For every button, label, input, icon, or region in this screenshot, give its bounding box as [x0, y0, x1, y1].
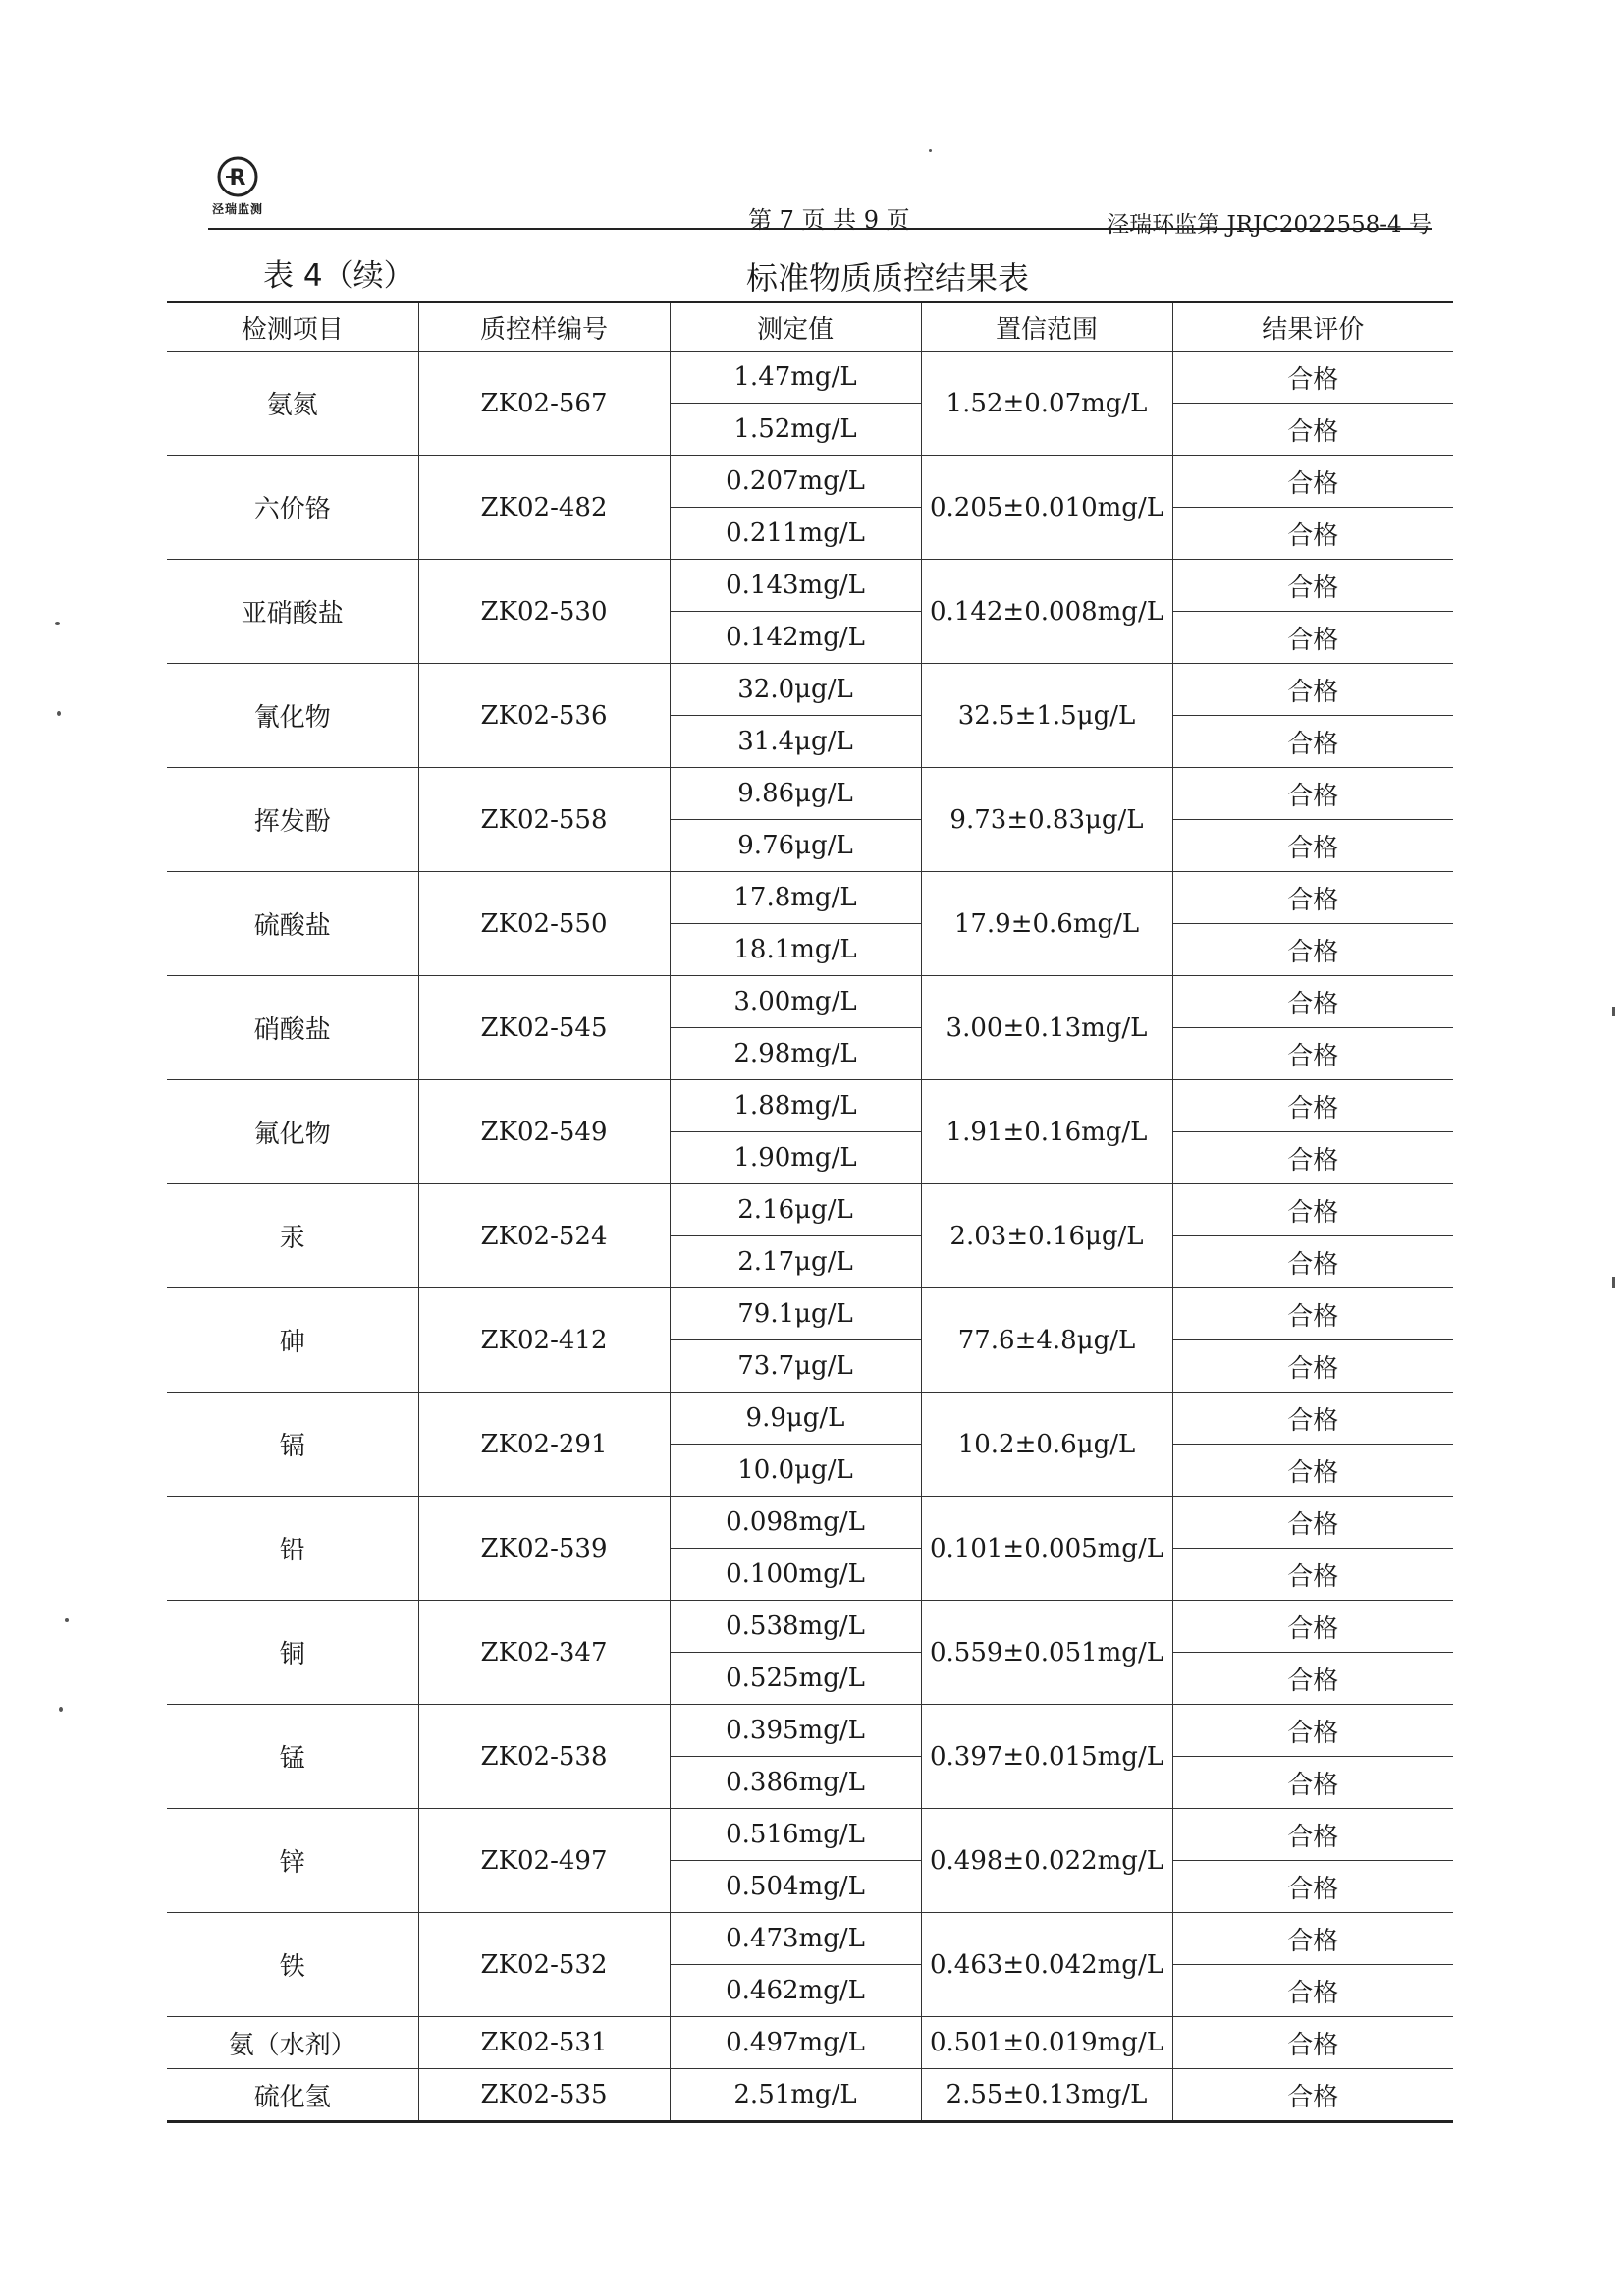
column-header: 质控样编号: [418, 302, 670, 352]
measured-value-cell: 0.143mg/L: [670, 560, 921, 612]
test-item-cell: 挥发酚: [167, 768, 418, 872]
column-header: 测定值: [670, 302, 921, 352]
sample-code-cell: ZK02-538: [418, 1705, 670, 1809]
confidence-range-cell: 1.52±0.07mg/L: [921, 352, 1172, 456]
measured-value-cell: 9.86μg/L: [670, 768, 921, 820]
svg-text:R: R: [229, 166, 246, 191]
evaluation-cell: 合格: [1172, 924, 1453, 976]
table-row: [167, 456, 1453, 508]
evaluation-cell: 合格: [1172, 768, 1453, 820]
table-row: [167, 976, 1453, 1028]
column-header: 置信范围: [921, 302, 1172, 352]
sample-code-cell: ZK02-531: [418, 2017, 670, 2069]
confidence-range-cell: 0.397±0.015mg/L: [921, 1705, 1172, 1809]
test-item-cell: 锌: [167, 1809, 418, 1913]
report-number: 泾瑞环监第 JRJC2022558-4 号: [1107, 212, 1432, 238]
measured-value-cell: 17.8mg/L: [670, 872, 921, 924]
measured-value-cell: 1.52mg/L: [670, 404, 921, 456]
confidence-range-cell: 0.501±0.019mg/L: [921, 2017, 1172, 2069]
column-header: 检测项目: [167, 302, 418, 352]
evaluation-cell: 合格: [1172, 2069, 1453, 2122]
table-row: [167, 664, 1453, 716]
table-header-row: [167, 302, 1453, 352]
table-body: [167, 352, 1453, 2122]
scan-speck: [59, 1707, 63, 1712]
test-item-cell: 锰: [167, 1705, 418, 1809]
scan-speck: [57, 711, 61, 716]
measured-value-cell: 0.100mg/L: [670, 1549, 921, 1601]
sample-code-cell: ZK02-532: [418, 1913, 670, 2017]
measured-value-cell: 0.395mg/L: [670, 1705, 921, 1757]
test-item-cell: 氰化物: [167, 664, 418, 768]
measured-value-cell: 73.7μg/L: [670, 1340, 921, 1393]
measured-value-cell: 0.497mg/L: [670, 2017, 921, 2069]
column-header: 结果评价: [1172, 302, 1453, 352]
sample-code-cell: ZK02-545: [418, 976, 670, 1080]
evaluation-cell: 合格: [1172, 1184, 1453, 1236]
evaluation-cell: 合格: [1172, 508, 1453, 560]
table-row: [167, 1080, 1453, 1132]
confidence-range-cell: 9.73±0.83μg/L: [921, 768, 1172, 872]
measured-value-cell: 79.1μg/L: [670, 1288, 921, 1340]
measured-value-cell: 0.386mg/L: [670, 1757, 921, 1809]
table-row: [167, 1913, 1453, 1965]
sample-code-cell: ZK02-524: [418, 1184, 670, 1288]
sample-code-cell: ZK02-550: [418, 872, 670, 976]
evaluation-cell: 合格: [1172, 1080, 1453, 1132]
confidence-range-cell: 32.5±1.5μg/L: [921, 664, 1172, 768]
sample-code-cell: ZK02-412: [418, 1288, 670, 1393]
evaluation-cell: 合格: [1172, 1132, 1453, 1184]
measured-value-cell: 0.525mg/L: [670, 1653, 921, 1705]
confidence-range-cell: 10.2±0.6μg/L: [921, 1393, 1172, 1497]
sample-code-cell: ZK02-539: [418, 1497, 670, 1601]
measured-value-cell: 0.142mg/L: [670, 612, 921, 664]
test-item-cell: 砷: [167, 1288, 418, 1393]
table-row: [167, 1497, 1453, 1549]
evaluation-cell: 合格: [1172, 1653, 1453, 1705]
measured-value-cell: 18.1mg/L: [670, 924, 921, 976]
measured-value-cell: 2.16μg/L: [670, 1184, 921, 1236]
measured-value-cell: 0.462mg/L: [670, 1965, 921, 2017]
evaluation-cell: 合格: [1172, 716, 1453, 768]
evaluation-cell: 合格: [1172, 1965, 1453, 2017]
measured-value-cell: 9.76μg/L: [670, 820, 921, 872]
sample-code-cell: ZK02-536: [418, 664, 670, 768]
company-logo: [208, 155, 267, 217]
qc-results-table: [167, 301, 1453, 2123]
test-item-cell: 镉: [167, 1393, 418, 1497]
scan-speck: [1612, 1277, 1615, 1288]
logo-emblem-icon: [216, 155, 259, 198]
measured-value-cell: 0.516mg/L: [670, 1809, 921, 1861]
scan-speck: [1612, 1007, 1615, 1016]
measured-value-cell: 32.0μg/L: [670, 664, 921, 716]
confidence-range-cell: 0.559±0.051mg/L: [921, 1601, 1172, 1705]
table-row: [167, 872, 1453, 924]
confidence-range-cell: 1.91±0.16mg/L: [921, 1080, 1172, 1184]
test-item-cell: 硫酸盐: [167, 872, 418, 976]
evaluation-cell: 合格: [1172, 1288, 1453, 1340]
sample-code-cell: ZK02-497: [418, 1809, 670, 1913]
test-item-cell: 氟化物: [167, 1080, 418, 1184]
scan-speck: [929, 149, 932, 152]
measured-value-cell: 1.47mg/L: [670, 352, 921, 404]
evaluation-cell: 合格: [1172, 2017, 1453, 2069]
table-row: [167, 1601, 1453, 1653]
measured-value-cell: 1.88mg/L: [670, 1080, 921, 1132]
evaluation-cell: 合格: [1172, 1236, 1453, 1288]
evaluation-cell: 合格: [1172, 612, 1453, 664]
measured-value-cell: 0.473mg/L: [670, 1913, 921, 1965]
evaluation-cell: 合格: [1172, 404, 1453, 456]
evaluation-cell: 合格: [1172, 352, 1453, 404]
table-row: [167, 2069, 1453, 2122]
evaluation-cell: 合格: [1172, 1340, 1453, 1393]
table-label: 表 4（续）: [263, 258, 414, 294]
table-row: [167, 768, 1453, 820]
evaluation-cell: 合格: [1172, 1809, 1453, 1861]
confidence-range-cell: 3.00±0.13mg/L: [921, 976, 1172, 1080]
table-row: [167, 560, 1453, 612]
evaluation-cell: 合格: [1172, 1497, 1453, 1549]
measured-value-cell: 2.17μg/L: [670, 1236, 921, 1288]
page-number: 第 7 页 共 9 页: [748, 206, 910, 234]
evaluation-cell: 合格: [1172, 1861, 1453, 1913]
evaluation-cell: 合格: [1172, 1705, 1453, 1757]
evaluation-cell: 合格: [1172, 664, 1453, 716]
measured-value-cell: 2.98mg/L: [670, 1028, 921, 1080]
table-row: [167, 352, 1453, 404]
evaluation-cell: 合格: [1172, 1393, 1453, 1445]
sample-code-cell: ZK02-535: [418, 2069, 670, 2122]
confidence-range-cell: 17.9±0.6mg/L: [921, 872, 1172, 976]
logo-text: 泾瑞监测: [211, 202, 263, 216]
test-item-cell: 硝酸盐: [167, 976, 418, 1080]
confidence-range-cell: 2.55±0.13mg/L: [921, 2069, 1172, 2122]
sample-code-cell: ZK02-567: [418, 352, 670, 456]
test-item-cell: 六价铬: [167, 456, 418, 560]
measured-value-cell: 0.211mg/L: [670, 508, 921, 560]
table-title: 标准物质质控结果表: [746, 259, 1030, 297]
evaluation-cell: 合格: [1172, 1913, 1453, 1965]
measured-value-cell: 0.504mg/L: [670, 1861, 921, 1913]
confidence-range-cell: 2.03±0.16μg/L: [921, 1184, 1172, 1288]
measured-value-cell: 9.9μg/L: [670, 1393, 921, 1445]
evaluation-cell: 合格: [1172, 872, 1453, 924]
evaluation-cell: 合格: [1172, 1028, 1453, 1080]
table-row: [167, 1288, 1453, 1340]
table-row: [167, 2017, 1453, 2069]
confidence-range-cell: 0.205±0.010mg/L: [921, 456, 1172, 560]
measured-value-cell: 0.207mg/L: [670, 456, 921, 508]
measured-value-cell: 2.51mg/L: [670, 2069, 921, 2122]
measured-value-cell: 0.098mg/L: [670, 1497, 921, 1549]
sample-code-cell: ZK02-347: [418, 1601, 670, 1705]
test-item-cell: 亚硝酸盐: [167, 560, 418, 664]
measured-value-cell: 1.90mg/L: [670, 1132, 921, 1184]
evaluation-cell: 合格: [1172, 1445, 1453, 1497]
evaluation-cell: 合格: [1172, 820, 1453, 872]
confidence-range-cell: 0.142±0.008mg/L: [921, 560, 1172, 664]
scan-speck: [55, 622, 60, 625]
measured-value-cell: 0.538mg/L: [670, 1601, 921, 1653]
sample-code-cell: ZK02-558: [418, 768, 670, 872]
confidence-range-cell: 77.6±4.8μg/L: [921, 1288, 1172, 1393]
evaluation-cell: 合格: [1172, 1757, 1453, 1809]
evaluation-cell: 合格: [1172, 456, 1453, 508]
table-row: [167, 1705, 1453, 1757]
measured-value-cell: 3.00mg/L: [670, 976, 921, 1028]
sample-code-cell: ZK02-291: [418, 1393, 670, 1497]
evaluation-cell: 合格: [1172, 1601, 1453, 1653]
sample-code-cell: ZK02-549: [418, 1080, 670, 1184]
header-divider: [208, 228, 1432, 230]
measured-value-cell: 31.4μg/L: [670, 716, 921, 768]
test-item-cell: 汞: [167, 1184, 418, 1288]
test-item-cell: 铜: [167, 1601, 418, 1705]
measured-value-cell: 10.0μg/L: [670, 1445, 921, 1497]
test-item-cell: 铅: [167, 1497, 418, 1601]
table-row: [167, 1393, 1453, 1445]
test-item-cell: 氨氮: [167, 352, 418, 456]
sample-code-cell: ZK02-482: [418, 456, 670, 560]
confidence-range-cell: 0.463±0.042mg/L: [921, 1913, 1172, 2017]
table-row: [167, 1809, 1453, 1861]
evaluation-cell: 合格: [1172, 560, 1453, 612]
evaluation-cell: 合格: [1172, 976, 1453, 1028]
confidence-range-cell: 0.101±0.005mg/L: [921, 1497, 1172, 1601]
test-item-cell: 铁: [167, 1913, 418, 2017]
test-item-cell: 硫化氢: [167, 2069, 418, 2122]
evaluation-cell: 合格: [1172, 1549, 1453, 1601]
table-row: [167, 1184, 1453, 1236]
sample-code-cell: ZK02-530: [418, 560, 670, 664]
confidence-range-cell: 0.498±0.022mg/L: [921, 1809, 1172, 1913]
scan-speck: [65, 1618, 69, 1622]
test-item-cell: 氨（水剂）: [167, 2017, 418, 2069]
